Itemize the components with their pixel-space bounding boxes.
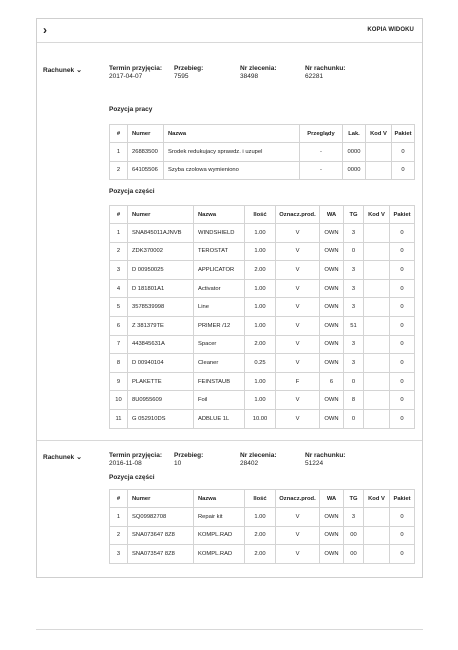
table-cell: 3: [344, 261, 364, 280]
table-cell: Szyba czolowa wymieniono: [164, 161, 300, 180]
table-row: [110, 242, 415, 261]
table-cell: V: [276, 391, 320, 410]
table-cell: SNA845011AJNVB: [128, 224, 194, 243]
table-cell: -: [300, 143, 343, 162]
table-cell: 2: [110, 242, 128, 261]
table-cell: 0: [390, 391, 415, 410]
table-cell: OWN: [320, 526, 344, 545]
table-cell: 0: [392, 143, 415, 162]
chevron-right-icon[interactable]: ›: [43, 23, 47, 37]
table-cell: Spacer: [194, 335, 245, 354]
table-cell: 0: [344, 372, 364, 391]
table-cell: 1.00: [245, 508, 276, 527]
table-cell: 3: [110, 545, 128, 564]
table-cell: Srodek redukujacy sprawdz. i uzupel: [164, 143, 300, 162]
table-cell: 00: [344, 526, 364, 545]
table-cell: 0: [390, 316, 415, 335]
table-cell: 00: [344, 545, 364, 564]
table-row: [110, 372, 415, 391]
table-cell: 5: [110, 298, 128, 317]
table-cell: D 00950025: [128, 261, 194, 280]
table-cell: 2.00: [245, 545, 276, 564]
rachunek-nr-field: Nr rachunku: 62281: [305, 65, 346, 80]
table-cell: [364, 508, 390, 527]
table-cell: [364, 545, 390, 564]
col-header: Przeglądy: [300, 125, 343, 143]
termin-field: Termin przyjęcia: 2017-04-07: [109, 65, 162, 80]
table-cell: 0000: [343, 143, 366, 162]
table-row: [110, 143, 415, 162]
table-row: [110, 335, 415, 354]
table-cell: Z 381379TE: [128, 316, 194, 335]
table-cell: 0.25: [245, 354, 276, 373]
table-cell: V: [276, 316, 320, 335]
table-cell: 3: [344, 335, 364, 354]
table-cell: 10: [110, 391, 128, 410]
table-cell: V: [276, 354, 320, 373]
table-cell: 6: [320, 372, 344, 391]
table-row: [110, 354, 415, 373]
table-cell: 3578539998: [128, 298, 194, 317]
table-cell: [364, 372, 390, 391]
table-cell: V: [276, 242, 320, 261]
table-cell: V: [276, 261, 320, 280]
col-header: Kod V: [364, 490, 390, 508]
table-cell: ZDK370002: [128, 242, 194, 261]
chevron-down-icon: ⌄: [76, 454, 82, 461]
table-cell: 1.00: [245, 316, 276, 335]
table-cell: SQ09982708: [128, 508, 194, 527]
table-cell: 2: [110, 161, 128, 180]
table-row: [110, 224, 415, 243]
table-cell: KOMPL.RAD: [194, 526, 245, 545]
parts-table-header: [110, 490, 415, 508]
table-row: [110, 316, 415, 335]
invoice-dropdown[interactable]: Rachunek ⌄: [43, 454, 82, 461]
col-header: WA: [320, 490, 344, 508]
table-cell: 0: [390, 261, 415, 280]
invoice-dropdown[interactable]: Rachunek ⌄: [43, 67, 82, 74]
table-cell: V: [276, 508, 320, 527]
table-cell: [364, 298, 390, 317]
zlecenie-field: Nr zlecenia: 28402: [240, 452, 277, 467]
col-header: Oznacz.prod.: [276, 490, 320, 508]
table-cell: 1.00: [245, 224, 276, 243]
parts-table: [109, 489, 415, 564]
table-cell: 8: [110, 354, 128, 373]
table-cell: OWN: [320, 409, 344, 428]
col-header: #: [110, 206, 128, 224]
table-cell: OWN: [320, 545, 344, 564]
table-cell: 0: [390, 279, 415, 298]
table-cell: OWN: [320, 316, 344, 335]
table-cell: 1: [110, 508, 128, 527]
table-cell: 2.00: [245, 526, 276, 545]
table-cell: [364, 526, 390, 545]
table-cell: 8U0955609: [128, 391, 194, 410]
col-header: TG: [344, 206, 364, 224]
table-cell: [364, 316, 390, 335]
table-cell: 0: [390, 372, 415, 391]
table-cell: 0: [392, 161, 415, 180]
table-cell: 0000: [343, 161, 366, 180]
table-cell: [364, 242, 390, 261]
table-cell: 2.00: [245, 261, 276, 280]
table-cell: 0: [390, 242, 415, 261]
table-cell: 0: [390, 224, 415, 243]
table-cell: 0: [390, 545, 415, 564]
table-cell: APPLICATOR: [194, 261, 245, 280]
table-cell: 0: [390, 409, 415, 428]
col-header: Pakiet: [390, 490, 415, 508]
table-cell: 1.00: [245, 372, 276, 391]
termin-field: Termin przyjęcia: 2016-11-08: [109, 452, 162, 467]
table-cell: 3: [344, 279, 364, 298]
table-cell: KOMPL.RAD: [194, 545, 245, 564]
table-cell: ADBLUE 1L: [194, 409, 245, 428]
table-cell: [364, 391, 390, 410]
col-header: Numer: [128, 206, 194, 224]
table-cell: V: [276, 335, 320, 354]
table-cell: V: [276, 298, 320, 317]
table-row: [110, 298, 415, 317]
table-cell: PLAKETTE: [128, 372, 194, 391]
zlecenie-field: Nr zlecenia: 38498: [240, 65, 277, 80]
footer-divider: [36, 629, 423, 630]
col-header: Nazwa: [194, 490, 245, 508]
table-cell: V: [276, 526, 320, 545]
col-header: #: [110, 125, 128, 143]
table-cell: 0: [390, 508, 415, 527]
przebieg-field: Przebieg: 7595: [174, 65, 204, 80]
col-header: Pakiet: [390, 206, 415, 224]
table-cell: 0: [344, 242, 364, 261]
parts-table: [109, 205, 415, 429]
table-cell: D 00940104: [128, 354, 194, 373]
table-cell: 1.00: [245, 279, 276, 298]
table-cell: SNA073547 8Z8: [128, 545, 194, 564]
table-cell: OWN: [320, 224, 344, 243]
table-cell: V: [276, 224, 320, 243]
col-header: Nazwa: [164, 125, 300, 143]
table-row: [110, 508, 415, 527]
table-cell: OWN: [320, 298, 344, 317]
table-cell: OWN: [320, 261, 344, 280]
table-row: [110, 526, 415, 545]
table-row: [110, 545, 415, 564]
report-page: [36, 18, 423, 578]
table-cell: 1.00: [245, 298, 276, 317]
table-cell: Foil: [194, 391, 245, 410]
table-cell: 6: [110, 316, 128, 335]
table-cell: -: [300, 161, 343, 180]
invoice-section: [37, 43, 422, 443]
table-row: [110, 279, 415, 298]
table-cell: OWN: [320, 335, 344, 354]
table-cell: Repair kit: [194, 508, 245, 527]
col-header: Numer: [128, 125, 164, 143]
table-cell: 0: [390, 298, 415, 317]
table-cell: 3: [344, 298, 364, 317]
work-table-header: [110, 125, 415, 143]
table-cell: OWN: [320, 242, 344, 261]
table-cell: [366, 161, 392, 180]
table-cell: 1.00: [245, 391, 276, 410]
table-cell: 26883500: [128, 143, 164, 162]
table-cell: [364, 335, 390, 354]
table-cell: [364, 354, 390, 373]
col-header: Kod V: [364, 206, 390, 224]
table-row: [110, 261, 415, 280]
table-cell: 3: [344, 224, 364, 243]
table-cell: 4: [110, 279, 128, 298]
table-cell: 2: [110, 526, 128, 545]
table-cell: 3: [344, 354, 364, 373]
table-cell: [364, 224, 390, 243]
copy-view-button[interactable]: KOPIA WIDOKU: [367, 27, 414, 33]
table-cell: 1: [110, 143, 128, 162]
table-row: [110, 409, 415, 428]
table-cell: 0: [390, 335, 415, 354]
table-cell: 64105506: [128, 161, 164, 180]
przebieg-field: Przebieg: 10: [174, 452, 204, 467]
table-cell: [366, 143, 392, 162]
col-header: Numer: [128, 490, 194, 508]
col-header: Ilość: [245, 206, 276, 224]
parts-table-header: [110, 206, 415, 224]
table-cell: 0: [390, 526, 415, 545]
table-cell: OWN: [320, 391, 344, 410]
table-cell: 1.00: [245, 242, 276, 261]
table-cell: Cleaner: [194, 354, 245, 373]
toolbar: [37, 19, 422, 43]
table-cell: 10.00: [245, 409, 276, 428]
table-cell: SNA073647 8Z8: [128, 526, 194, 545]
table-cell: WINDSHIELD: [194, 224, 245, 243]
table-cell: Activator: [194, 279, 245, 298]
table-row: [110, 391, 415, 410]
table-cell: V: [276, 279, 320, 298]
table-cell: 3: [344, 508, 364, 527]
table-cell: F: [276, 372, 320, 391]
table-cell: OWN: [320, 508, 344, 527]
col-header: WA: [320, 206, 344, 224]
table-cell: 1: [110, 224, 128, 243]
work-section-title: Pozycja pracy: [109, 106, 153, 113]
table-cell: 0: [390, 354, 415, 373]
invoice-section: [37, 441, 422, 581]
col-header: Ilość: [245, 490, 276, 508]
work-table: [109, 124, 415, 180]
table-cell: 443845631A: [128, 335, 194, 354]
table-cell: 2.00: [245, 335, 276, 354]
table-cell: [364, 409, 390, 428]
table-cell: G 052910DS: [128, 409, 194, 428]
table-row: [110, 161, 415, 180]
table-cell: V: [276, 409, 320, 428]
table-cell: TEROSTAT: [194, 242, 245, 261]
table-cell: PRIMER /12: [194, 316, 245, 335]
table-cell: [364, 261, 390, 280]
table-cell: OWN: [320, 279, 344, 298]
table-cell: 0: [344, 409, 364, 428]
table-cell: 9: [110, 372, 128, 391]
table-cell: OWN: [320, 354, 344, 373]
col-header: Kod V: [366, 125, 392, 143]
chevron-down-icon: ⌄: [76, 67, 82, 74]
table-cell: 3: [110, 261, 128, 280]
table-cell: 11: [110, 409, 128, 428]
parts-section-title: Pozycja części: [109, 188, 155, 195]
table-cell: 7: [110, 335, 128, 354]
table-cell: V: [276, 545, 320, 564]
col-header: Pakiet: [392, 125, 415, 143]
table-cell: [364, 279, 390, 298]
table-cell: Line: [194, 298, 245, 317]
table-cell: 8: [344, 391, 364, 410]
col-header: Oznacz.prod.: [276, 206, 320, 224]
table-cell: 51: [344, 316, 364, 335]
parts-section-title: Pozycja części: [109, 474, 155, 481]
table-cell: D 181801A1: [128, 279, 194, 298]
table-cell: FEINSTAUB: [194, 372, 245, 391]
col-header: TG: [344, 490, 364, 508]
col-header: #: [110, 490, 128, 508]
col-header: Lak.: [343, 125, 366, 143]
col-header: Nazwa: [194, 206, 245, 224]
rachunek-nr-field: Nr rachunku: 51224: [305, 452, 346, 467]
